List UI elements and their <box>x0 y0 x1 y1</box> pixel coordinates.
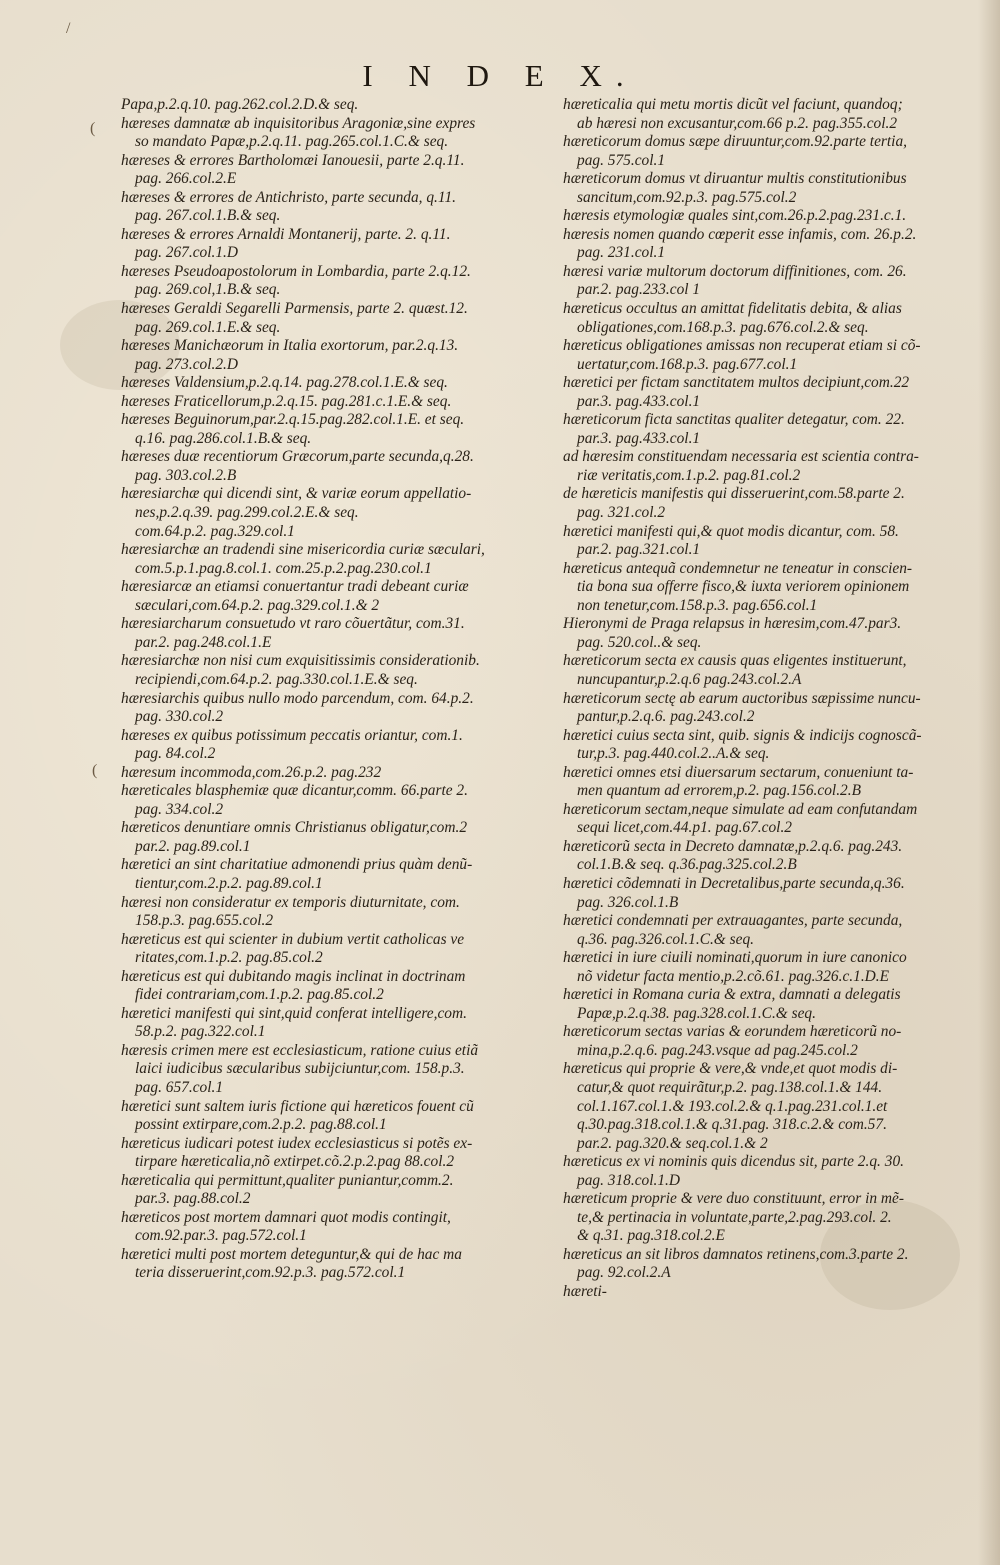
entry-continuation-line: pag. 84.col.2 <box>135 745 216 763</box>
entry-continuation-line: q.16. pag.286.col.1.B.& seq. <box>135 429 312 447</box>
index-entry <box>563 1153 979 1190</box>
entry-continuation-line: pag. 231.col.1 <box>577 244 666 262</box>
index-entry <box>563 207 979 226</box>
index-entry <box>121 541 537 578</box>
index-entry <box>121 856 537 893</box>
entry-headword-line: hæresis crimen mere est ecclesiasticum, ratione cuius etiã <box>121 1041 479 1059</box>
entry-continuation-line: obligationes,com.168.p.3. pag.676.col.2.& seq. <box>577 318 869 336</box>
margin-mark: / <box>66 20 71 37</box>
index-entry <box>121 1246 537 1283</box>
entry-headword-line: hæresiarcæ an etiamsi conuertantur tradi debeant curiæ <box>121 578 469 596</box>
entry-continuation-line: uertatur,com.168.p.3. pag.677.col.1 <box>577 355 798 373</box>
entry-continuation-line: par.2. pag.321.col.1 <box>577 541 701 559</box>
index-entry <box>563 263 979 300</box>
entry-continuation-line: com.5.p.1.pag.8.col.1. com.25.p.2.pag.230.col.1 <box>135 559 432 577</box>
entry-headword-line: hæreses Manichæorum in Italia exortorum, par.2.q.13. <box>121 337 459 355</box>
entry-continuation-line: pag. 269.col.1.E.& seq. <box>135 318 281 336</box>
index-entry <box>121 448 537 485</box>
margin-mark: ( <box>92 762 98 779</box>
entry-headword-line: hæreticos post mortem damnari quot modis contingit, <box>121 1208 451 1226</box>
index-entry <box>121 968 537 1005</box>
entry-headword-line: hæretici an sint charitatiue admonendi prius quàm denũ- <box>121 856 473 874</box>
entry-headword-line: hæreses Fraticellorum,p.2.q.15. pag.281.c.1.E.& seq. <box>121 392 452 410</box>
entry-headword-line: hæreticorum ficta sanctitas qualiter detegatur, com. 22. <box>563 411 905 429</box>
entry-continuation-line: com.92.par.3. pag.572.col.1 <box>135 1227 307 1245</box>
entry-headword-line: hæretici in Romana curia & extra, damnati a delegatis <box>563 986 901 1004</box>
entry-continuation-line: teria disseruerint,com.92.p.3. pag.572.col.1 <box>135 1264 406 1282</box>
index-entry <box>121 894 537 931</box>
entry-continuation-line: col.1.167.col.1.& 193.col.2.& q.1.pag.231.col.1.et <box>577 1097 888 1115</box>
entry-headword-line: hæresi non consideratur ex temporis diuturnitate, com. <box>121 893 460 911</box>
entry-headword-line: hæretici omnes etsi diuersarum sectarum, conueniunt ta- <box>563 763 914 781</box>
index-entry <box>563 337 979 374</box>
index-entry <box>121 411 537 448</box>
entry-continuation-line: pag. 330.col.2 <box>135 708 224 726</box>
index-entry <box>563 411 979 448</box>
entry-continuation-line: tientur,com.2.p.2. pag.89.col.1 <box>135 874 323 892</box>
entry-continuation-line: pag. 318.col.1.D <box>577 1171 681 1189</box>
entry-continuation-line: nõ videtur facta mentio,p.2.cõ.61. pag.326.c.1.D.E <box>577 967 890 985</box>
index-entry <box>563 764 979 801</box>
index-entry <box>563 615 979 652</box>
entry-headword-line: Hieronymi de Praga relapsus in hæresim,com.47.par3. <box>563 615 902 633</box>
entry-continuation-line: sancitum,com.92.p.3. pag.575.col.2 <box>577 188 797 206</box>
entry-headword-line: hæresis etymologiæ quales sint,com.26.p.2.pag.231.c.1. <box>563 207 907 225</box>
index-entry <box>121 1209 537 1246</box>
entry-continuation-line: pag. 92.col.2.A <box>577 1264 671 1282</box>
entry-headword-line: hæreticalia qui permittunt,qualiter puniantur,comm.2. <box>121 1171 454 1189</box>
entry-headword-line: hæresiarchæ an tradendi sine misericordia curiæ sæculari, <box>121 541 485 559</box>
index-entry <box>563 1023 979 1060</box>
index-entry <box>121 1135 537 1172</box>
entry-headword-line: hæreticus est qui scienter in dubium vertit catholicas ve <box>121 930 465 948</box>
entry-headword-line: hæreses & errores de Antichristo, parte secunda, q.11. <box>121 188 456 206</box>
entry-headword-line: hæretici in iure ciuili nominati,quorum in iure canonico <box>563 949 907 967</box>
entry-continuation-line: possint extirpare,com.2.p.2. pag.88.col.1 <box>135 1116 387 1134</box>
index-entry <box>121 690 537 727</box>
entry-headword-line: hæreticum proprie & vere duo constituunt, error in mẽ- <box>563 1190 904 1208</box>
entry-continuation-line: ab hæresi non excusantur,com.66 p.2. pag.355.col.2 <box>577 114 898 132</box>
entry-headword-line: hæreticus iudicari potest iudex ecclesiasticus si potẽs ex- <box>121 1134 473 1152</box>
entry-headword-line: hæresiarchis quibus nullo modo parcendum, com. 64.p.2. <box>121 689 474 707</box>
entry-continuation-line: pag. 326.col.1.B <box>577 893 679 911</box>
entry-headword-line: hæresis nomen quando cœperit esse infamis, com. 26.p.2. <box>563 225 917 243</box>
entry-headword-line: hæretici manifesti qui,& quot modis dicantur, com. 58. <box>563 522 899 540</box>
index-entry <box>121 374 537 393</box>
index-entry <box>121 652 537 689</box>
entry-continuation-line: tia bona sua offerre fisco,& iuxta veriorem opinionem <box>577 578 910 596</box>
index-entry <box>563 1190 979 1246</box>
entry-headword-line: hæreti- <box>563 1283 607 1300</box>
entry-headword-line: hæreticorum sectę ab earum auctoribus sæpissime nuncu- <box>563 689 921 707</box>
entry-continuation-line: & q.31. pag.318.col.2.E <box>577 1227 725 1245</box>
entry-continuation-line: tirpare hæreticalia,nõ extirpet.cõ.2.p.2.pag 88.col.2 <box>135 1153 455 1171</box>
index-entry <box>121 300 537 337</box>
entry-headword-line: ad hæresim constituendam necessaria est scientia contra- <box>563 448 919 466</box>
index-entry <box>563 1246 979 1283</box>
page-header-title: I N D E X. <box>362 58 638 93</box>
entry-continuation-line: riæ veritatis,com.1.p.2. pag.81.col.2 <box>577 466 801 484</box>
entry-headword-line: hæreticos denuntiare omnis Christianus obligatur,com.2 <box>121 819 468 837</box>
index-left-column <box>121 96 537 1283</box>
entry-continuation-line: pag. 657.col.1 <box>135 1078 224 1096</box>
index-entry <box>563 801 979 838</box>
index-entry <box>121 337 537 374</box>
index-entry <box>563 1283 979 1302</box>
entry-continuation-line: mina,p.2.q.6. pag.243.vsque ad pag.245.col.2 <box>577 1041 858 1059</box>
entry-continuation-line: par.3. pag.433.col.1 <box>577 429 701 447</box>
entry-continuation-line: par.2. pag.248.col.1.E <box>135 633 272 651</box>
entry-continuation-line: 158.p.3. pag.655.col.2 <box>135 912 274 930</box>
index-entry <box>121 96 537 115</box>
index-entry <box>121 615 537 652</box>
index-entry <box>563 986 979 1023</box>
entry-continuation-line: q.30.pag.318.col.1.& q.31.pag. 318.c.2.& com.57. <box>577 1116 887 1134</box>
margin-mark: ( <box>90 120 96 137</box>
entry-continuation-line: catur,& quot requirãtur,p.2. pag.138.col.1.& 144. <box>577 1078 883 1096</box>
index-entry <box>563 560 979 616</box>
entry-continuation-line: pag. 303.col.2.B <box>135 466 237 484</box>
index-entry <box>563 838 979 875</box>
index-entry <box>121 189 537 226</box>
index-entry <box>121 1098 537 1135</box>
entry-continuation-line: par.3. pag.433.col.1 <box>577 392 701 410</box>
index-entry <box>121 1172 537 1209</box>
index-entry <box>563 226 979 263</box>
entry-headword-line: hæreticus qui proprie & vere,& vnde,et quot modis di- <box>563 1060 898 1078</box>
entry-headword-line: hæreticorum domus sæpe diruuntur,com.92.parte tertia, <box>563 133 908 151</box>
entry-continuation-line: pag. 273.col.2.D <box>135 355 239 373</box>
entry-continuation-line: pag. 334.col.2 <box>135 800 224 818</box>
entry-headword-line: hæreticorum domus vt diruantur multis constitutionibus <box>563 170 907 188</box>
entry-continuation-line: q.36. pag.326.col.1.C.& seq. <box>577 930 754 948</box>
index-entry <box>121 727 537 764</box>
entry-headword-line: hæreses & errores Bartholomæi Ianouesii, parte 2.q.11. <box>121 151 465 169</box>
index-entry <box>563 374 979 411</box>
entry-headword-line: hæreticus ex vi nominis quis dicendus sit, parte 2.q. 30. <box>563 1153 904 1171</box>
entry-continuation-line: non tenetur,com.158.p.3. pag.656.col.1 <box>577 596 818 614</box>
index-entry <box>121 263 537 300</box>
index-entry <box>121 1005 537 1042</box>
entry-headword-line: de hæreticis manifestis qui disseruerint,com.58.parte 2. <box>563 485 905 503</box>
entry-continuation-line: 58.p.2. pag.322.col.1 <box>135 1023 266 1041</box>
index-entry <box>563 652 979 689</box>
index-entry <box>563 170 979 207</box>
entry-continuation-line: par.2. pag.233.col 1 <box>577 281 701 299</box>
index-entry <box>121 764 537 783</box>
entry-continuation-line: pag. 575.col.1 <box>577 151 666 169</box>
entry-continuation-line: recipiendi,com.64.p.2. pag.330.col.1.E.& seq. <box>135 670 418 688</box>
entry-headword-line: hæreses duæ recentiorum Græcorum,parte secunda,q.28. <box>121 448 474 466</box>
index-entry <box>121 1042 537 1098</box>
entry-headword-line: hæreses damnatæ ab inquisitoribus Aragoniæ,sine expres <box>121 114 476 132</box>
entry-continuation-line: men quantum ad errorem,p.2. pag.156.col.2.B <box>577 782 861 800</box>
index-entry <box>121 115 537 152</box>
index-entry <box>121 152 537 189</box>
entry-headword-line: hæreticorũ secta in Decreto damnatæ,p.2.q.6. pag.243. <box>563 837 903 855</box>
entry-headword-line: hæreticorum sectas varias & eorundem hæreticorũ no- <box>563 1023 902 1041</box>
entry-headword-line: hæreticus antequã condemnetur ne teneatur in conscien- <box>563 559 913 577</box>
index-entry <box>121 782 537 819</box>
index-entry <box>563 690 979 727</box>
entry-headword-line: hæresum incommoda,com.26.p.2. pag.232 <box>121 763 382 781</box>
entry-headword-line: hæreses Valdensium,p.2.q.14. pag.278.col.1.E.& seq. <box>121 374 448 392</box>
index-entry <box>563 1060 979 1153</box>
entry-headword-line: hæreticorum secta ex causis quas eligentes instituerunt, <box>563 652 907 670</box>
entry-continuation-line: col.1.B.& seq. q.36.pag.325.col.2.B <box>577 856 797 874</box>
entry-headword-line: hæretici cuius secta sint, quib. signis & indicijs cognoscã- <box>563 726 922 744</box>
entry-headword-line: hæreticus an sit libros damnatos retinens,com.3.parte 2. <box>563 1245 909 1263</box>
entry-headword-line: hæresi variæ multorum doctorum diffinitiones, com. 26. <box>563 262 907 280</box>
entry-continuation-line: pag. 520.col..& seq. <box>577 633 702 651</box>
entry-continuation-line: nes,p.2.q.39. pag.299.col.2.E.& seq. <box>135 504 359 522</box>
index-entry <box>121 819 537 856</box>
entry-headword-line: hæreses Pseudoapostolorum in Lombardia, parte 2.q.12. <box>121 262 471 280</box>
entry-headword-line: hæreticorum sectam,neque simulate ad eam confutandam <box>563 800 918 818</box>
entry-continuation-line: com.64.p.2. pag.329.col.1 <box>135 522 295 540</box>
entry-continuation-line: par.3. pag.88.col.2 <box>135 1190 251 1208</box>
entry-continuation-line: sequi licet,com.44.p1. pag.67.col.2 <box>577 819 793 837</box>
entry-headword-line: hæretici per fictam sanctitatem multos decipiunt,com.22 <box>563 374 910 392</box>
entry-continuation-line: Papæ,p.2.q.38. pag.328.col.1.C.& seq. <box>577 1004 816 1022</box>
entry-headword-line: hæretici manifesti qui sint,quid conferat intelligere,com. <box>121 1004 467 1022</box>
entry-continuation-line: par.2. pag.320.& seq.col.1.& 2 <box>577 1134 768 1152</box>
index-entry <box>563 133 979 170</box>
entry-headword-line: hæreses & errores Arnaldi Montanerij, parte. 2. q.11. <box>121 225 451 243</box>
index-entry <box>121 393 537 412</box>
index-entry <box>563 300 979 337</box>
entry-headword-line: hæresiarchæ qui dicendi sint, & variæ eorum appellatio- <box>121 485 472 503</box>
entry-continuation-line: fidei contrariam,com.1.p.2. pag.85.col.2 <box>135 986 384 1004</box>
index-entry <box>121 485 537 541</box>
entry-headword-line: hæretici sunt saltem iuris fictione qui hæreticos fouent cũ <box>121 1097 474 1115</box>
index-entry <box>563 96 979 133</box>
entry-continuation-line: pag. 269.col,1.B.& seq. <box>135 281 281 299</box>
page-edge-shadow <box>978 0 1000 1565</box>
entry-continuation-line: par.2. pag.89.col.1 <box>135 837 251 855</box>
index-entry <box>563 875 979 912</box>
entry-continuation-line: so mandato Papæ,p.2.q.11. pag.265.col.1.C.& seq. <box>135 133 449 151</box>
index-entry <box>121 578 537 615</box>
index-entry <box>121 931 537 968</box>
index-entry <box>563 448 979 485</box>
entry-headword-line: hæreticus occultus an amittat fidelitatis debita, & alias <box>563 300 902 318</box>
entry-continuation-line: laici iudicibus sæcularibus subijciuntur,com. 158.p.3. <box>135 1060 465 1078</box>
entry-continuation-line: ritates,com.1.p.2. pag.85.col.2 <box>135 949 323 967</box>
entry-headword-line: hæretici multi post mortem deteguntur,& qui de hac ma <box>121 1245 462 1263</box>
index-right-column <box>563 96 979 1302</box>
entry-headword-line: hæretici condemnati per extrauagantes, parte secunda, <box>563 912 903 930</box>
index-entry <box>563 912 979 949</box>
entry-continuation-line: pag. 267.col.1.D <box>135 244 239 262</box>
index-entry <box>563 485 979 522</box>
entry-continuation-line: te,& pertinacia in voluntate,parte,2.pag.293.col. 2. <box>577 1208 892 1226</box>
entry-headword-line: hæreses Geraldi Segarelli Parmensis, parte 2. quæst.12. <box>121 300 468 318</box>
entry-headword-line: hæresiarchæ non nisi cum exquisitissimis considerationib. <box>121 652 480 670</box>
entry-headword-line: hæreticalia qui metu mortis dicũt vel faciunt, quandoq; <box>563 96 903 113</box>
index-entry <box>563 523 979 560</box>
entry-headword-line: Papa,p.2.q.10. pag.262.col.2.D.& seq. <box>121 96 359 113</box>
entry-headword-line: hæreticales blasphemiæ quæ dicantur,comm. 66.parte 2. <box>121 782 468 800</box>
entry-continuation-line: tur,p.3. pag.440.col.2..A.& seq. <box>577 745 770 763</box>
entry-headword-line: hæretici cõdemnati in Decretalibus,parte secunda,q.36. <box>563 874 905 892</box>
entry-continuation-line: sæculari,com.64.p.2. pag.329.col.1.& 2 <box>135 596 380 614</box>
entry-headword-line: hæreses Beguinorum,par.2.q.15.pag.282.col.1.E. et seq. <box>121 411 465 429</box>
entry-headword-line: hæresiarcharum consuetudo vt raro cõuertãtur, com.31. <box>121 615 465 633</box>
index-entry <box>121 226 537 263</box>
entry-headword-line: hæreses ex quibus potissimum peccatis oriantur, com.1. <box>121 726 463 744</box>
entry-continuation-line: pag. 321.col.2 <box>577 504 666 522</box>
entry-continuation-line: pag. 266.col.2.E <box>135 170 237 188</box>
entry-continuation-line: nuncupantur,p.2.q.6 pag.243.col.2.A <box>577 670 802 688</box>
entry-continuation-line: pag. 267.col.1.B.& seq. <box>135 207 281 225</box>
index-entry <box>563 727 979 764</box>
entry-headword-line: hæreticus est qui dubitando magis inclinat in doctrinam <box>121 967 466 985</box>
entry-headword-line: hæreticus obligationes amissas non recuperat etiam si cõ- <box>563 337 921 355</box>
entry-continuation-line: pantur,p.2.q.6. pag.243.col.2 <box>577 708 755 726</box>
index-entry <box>563 949 979 986</box>
